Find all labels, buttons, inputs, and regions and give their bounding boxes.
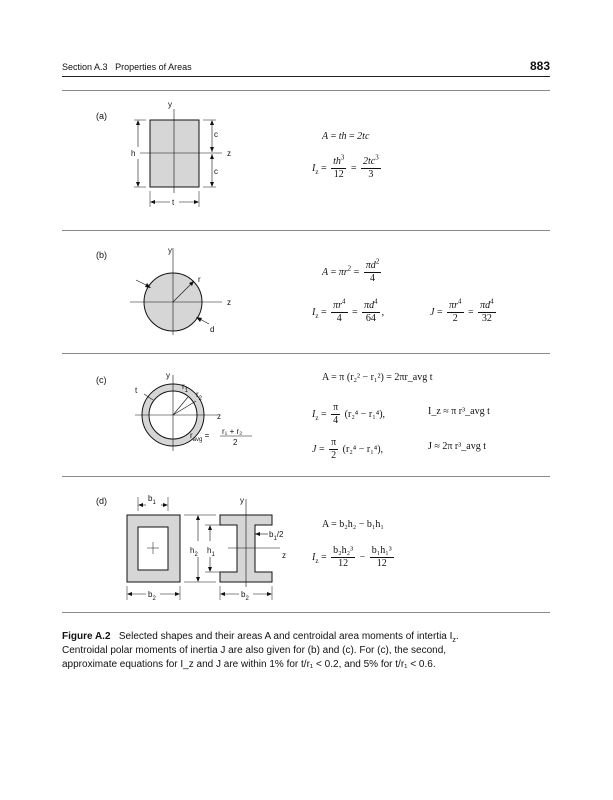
divider-ab <box>62 230 550 231</box>
b2-dimension: $b_2$ <box>148 590 156 602</box>
caption-label: Figure A.2 <box>62 631 111 642</box>
y-axis-label: y <box>168 100 172 109</box>
panel-b-label: (b) <box>96 250 107 260</box>
inertia-approx-c: I_z ≈ π r³_avg t <box>428 406 490 417</box>
tube-diagram <box>110 365 275 465</box>
panel-a-label: (a) <box>96 111 107 121</box>
z-axis-label: z <box>282 551 286 560</box>
z-axis-label: z <box>227 149 231 158</box>
panel-d-label: (d) <box>96 496 107 506</box>
section-number: Section A.3 <box>62 62 108 72</box>
ravg-symbol: $r_{avg}$ = <box>190 431 210 443</box>
y-axis-label: y <box>240 496 244 505</box>
t-dimension: t <box>172 198 175 207</box>
figure-caption: Figure A.2 Selected shapes and their areas A and centroidal area moments of intertia $I_z$. Centroidal polar moments of inertia J are also given for (b) and (c). For (c), the second, approximate equations for I_z and J are within 1% for t/r₁ < 0.2, and 5% for t/r₁ < 0.6. <box>62 630 552 672</box>
area-formula-c: A = π (r₂² − r₁²) = 2πr_avg t <box>322 372 433 383</box>
running-header <box>62 62 192 72</box>
y-axis-label: y <box>166 371 170 380</box>
caption-line-1: Selected shapes and their areas A and centroidal area moments of intertia I <box>118 631 453 642</box>
z-axis-label: z <box>227 298 231 307</box>
section-title: Properties of Areas <box>115 62 192 72</box>
area-formula-a: A = th = 2tc <box>322 131 370 142</box>
polar-formula-c: J = $\frac{\pi}{2}$ (r₂⁴ − r₁⁴), <box>312 437 384 461</box>
h2-dimension: $h_2$ <box>190 546 198 558</box>
caption-line-2: Centroidal polar moments of inertia J are also given for (b) and (c). For (c), the second, <box>62 645 447 656</box>
area-formula-b: $A = \pi r^2$ = $\frac{\pi d^2}{4}$ <box>322 257 380 284</box>
page-number: 883 <box>529 59 550 73</box>
area-formula-d: A = b₂h₂ − b₁h₁ <box>322 519 384 530</box>
ravg-denominator: 2 <box>233 438 238 447</box>
rectangle-diagram <box>110 95 260 215</box>
header-rule <box>62 76 550 77</box>
inertia-formula-b: $I_z$ = $\frac{\pi r^4}{4}$ = $\frac{\pi d^4}{64}$ , <box>312 297 385 324</box>
polar-approx-c: J ≈ 2π r³_avg t <box>428 441 486 452</box>
r1-dimension: $r_1$ <box>182 382 189 394</box>
d-dimension: d <box>210 325 215 334</box>
t-dimension: t <box>135 386 138 395</box>
polar-formula-b: J = $\frac{\pi r^4}{2}$ = $\frac{\pi d^4}{32}$ <box>430 297 494 324</box>
divider-bc <box>62 353 550 354</box>
inertia-formula-a: $I_z$ = $\frac{th^3}{12}$ = $\frac{2tc^3}{3}$ <box>312 153 379 180</box>
b1-half-dimension: $b_1/2$ <box>269 530 284 542</box>
c-bottom-dimension: c <box>214 167 218 176</box>
z-axis-label: z <box>217 412 221 421</box>
b1-dimension: $b_1$ <box>148 494 156 506</box>
y-axis-label: y <box>168 246 172 255</box>
hollow-box-shape <box>127 515 180 582</box>
rectangle-shape <box>150 120 199 187</box>
caption-line-3: approximate equations for I_z and J are within 1% for t/r₁ < 0.2, and 5% for t/r₁ < 0.6. <box>62 659 436 670</box>
ravg-numerator: r₁ + r₂ <box>222 427 243 436</box>
r-dimension: r <box>198 275 201 284</box>
h1-dimension: $h_1$ <box>207 546 215 558</box>
hollow-and-ibeam-diagram <box>110 485 310 605</box>
divider-cd <box>62 476 550 477</box>
c-top-dimension: c <box>214 130 218 139</box>
b2-ibeam-dimension: $b_2$ <box>241 590 249 602</box>
panel-c-label: (c) <box>96 375 107 385</box>
circle-diagram <box>110 240 260 340</box>
figure-top-rule <box>62 90 550 91</box>
figure-bottom-rule <box>62 612 550 613</box>
h-dimension: h <box>131 149 136 158</box>
inertia-formula-c: $I_z$ = $\frac{\pi}{4}$ (r₂⁴ − r₁⁴), <box>312 402 386 426</box>
inertia-formula-d: $I_z$ = $\frac{\text{b₂h₂³}}{12}$ − $\frac{\text{b₁h₁³}}{12}$ <box>312 545 392 569</box>
r2-dimension: $r_2$ <box>196 390 203 402</box>
